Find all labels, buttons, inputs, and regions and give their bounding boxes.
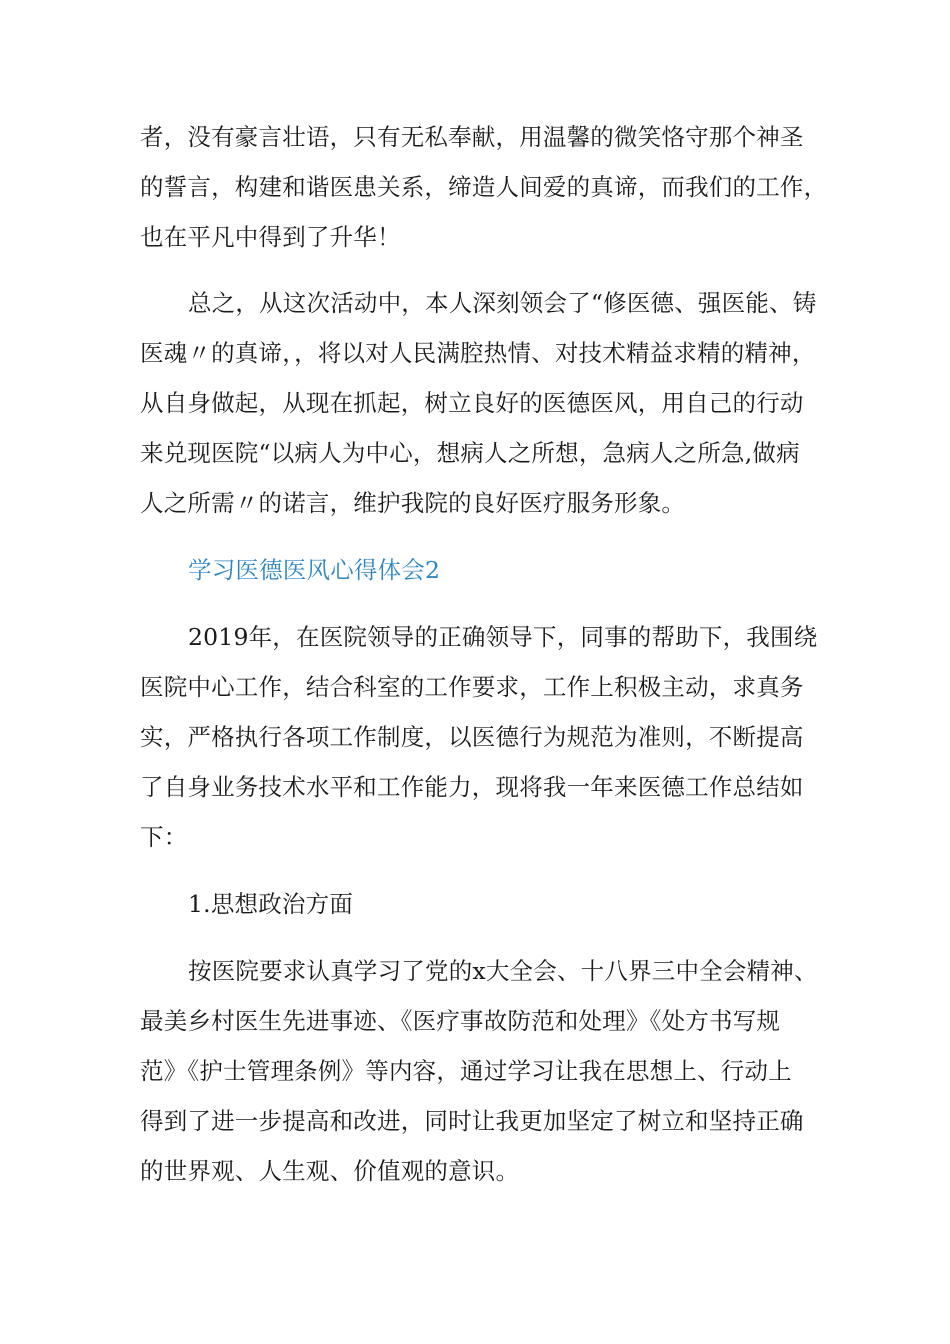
- paragraph-line: 范》《护士管理条例》等内容，通过学习让我在思想上、行动上: [140, 1057, 792, 1085]
- paragraph-line: 按医院要求认真学习了党的x大全会、十八界三中全会精神、: [188, 957, 818, 985]
- paragraph-line: 从自身做起，从现在抓起，树立良好的医德医风，用自己的行动: [140, 389, 804, 417]
- paragraph-line: 的誓言，构建和谐医患关系，缔造人间爱的真谛，而我们的工作，: [140, 173, 828, 201]
- paragraph-line: 来兑现医院“以病人为中心，想病人之所想，急病人之所急,做病: [140, 439, 800, 467]
- paragraph-line: 的世界观、人生观、价值观的意识。: [140, 1157, 520, 1185]
- section-heading: 学习医德医风心得体会2: [188, 556, 441, 584]
- paragraph-line: 人之所需〃的诺言，维护我院的良好医疗服务形象。: [140, 489, 686, 517]
- paragraph-line: 最美乡村医生先进事迹、《医疗事故防范和处理》《处方书写规: [140, 1007, 781, 1035]
- paragraph-line: 下：: [140, 823, 188, 851]
- paragraph-line: 得到了进一步提高和改进，同时让我更加坚定了树立和坚持正确: [140, 1107, 804, 1135]
- paragraph-line: 总之，从这次活动中，本人深刻领会了“修医德、强医能、铸: [188, 289, 817, 317]
- section-title: 1.思想政治方面: [188, 890, 354, 918]
- paragraph-line: 医魂〃的真谛，，将以对人民满腔热情、对技术精益求精的精神，: [140, 339, 816, 367]
- paragraph-line: 者，没有豪言壮语，只有无私奉献，用温馨的微笑恪守那个神圣: [140, 123, 804, 151]
- paragraph-line: 了自身业务技术水平和工作能力，现将我一年来医德工作总结如: [140, 773, 804, 801]
- paragraph-line: 实，严格执行各项工作制度，以医德行为规范为准则，不断提高: [140, 723, 804, 751]
- paragraph-line: 医院中心工作，结合科室的工作要求，工作上积极主动，求真务: [140, 673, 804, 701]
- paragraph-line: 也在平凡中得到了升华！: [140, 223, 401, 251]
- paragraph-line: 2019年，在医院领导的正确领导下，同事的帮助下，我围绕: [188, 623, 818, 651]
